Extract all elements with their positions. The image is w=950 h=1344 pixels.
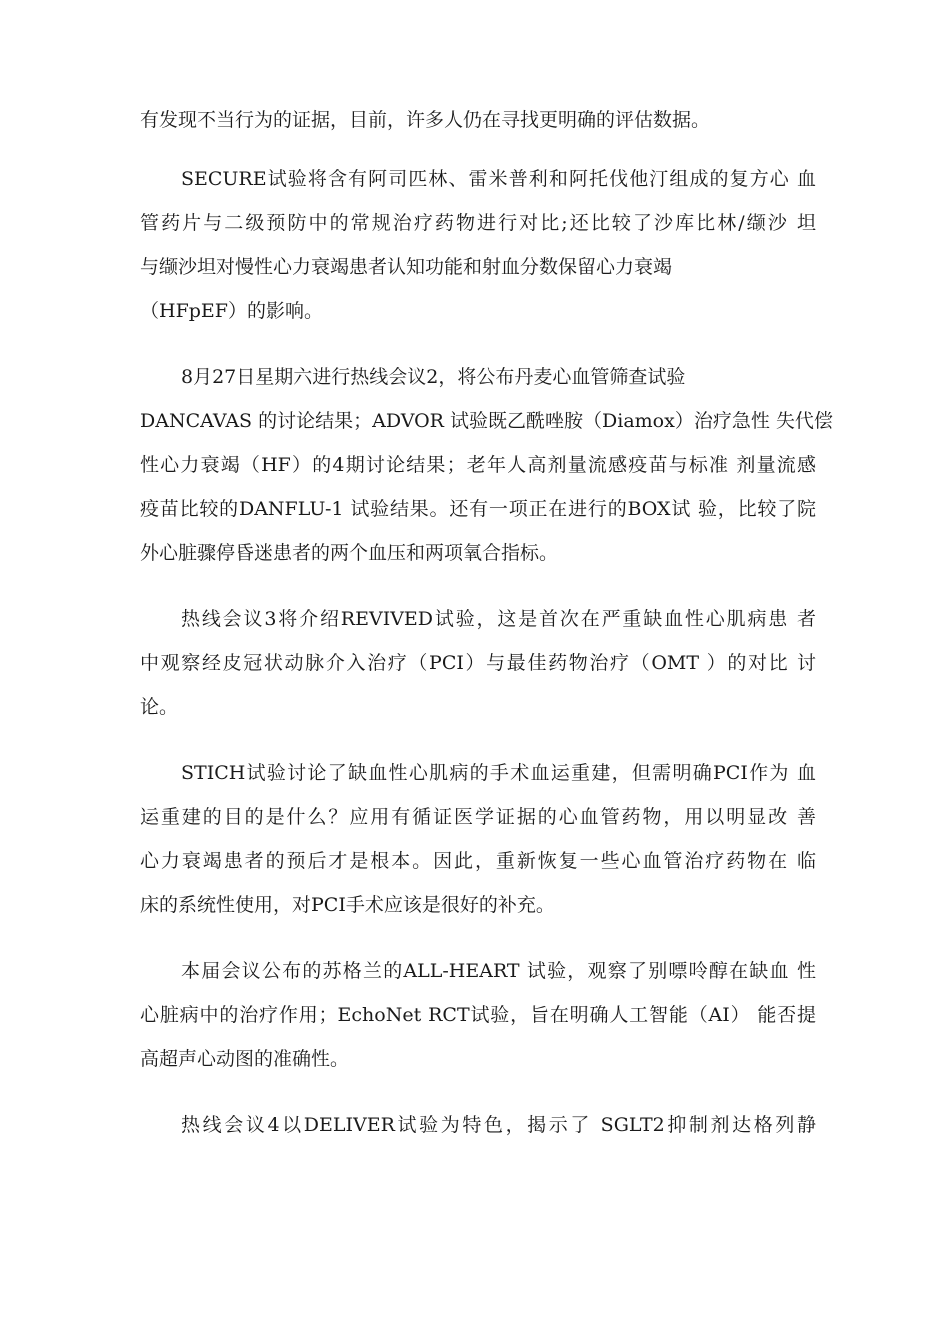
- paragraph-5-line-4: 床的系统性使用，对PCI手术应该是很好的补充。: [140, 894, 555, 916]
- paragraph-3-line-4: 疫苗比较的DANFLU-1 试验结果。还有一项正在进行的BOX试 验，比较了院: [140, 498, 816, 520]
- paragraph-2-line-2: 管药片与二级预防中的常规治疗药物进行对比;还比较了沙库比林/缬沙 坦: [140, 212, 816, 234]
- paragraph-3-line-1: 8月27日星期六进行热线会议2，将公布丹麦心血管筛查试验: [181, 366, 686, 388]
- paragraph-4-line-3: 论。: [140, 696, 179, 718]
- paragraph-6-line-1: 本届会议公布的苏格兰的ALL-HEART 试验，观察了别嘌呤醇在缺血 性: [181, 960, 816, 982]
- paragraph-4-line-2: 中观察经皮冠状动脉介入治疗（PCI）与最佳药物治疗（OMT ）的对比 讨: [140, 652, 816, 674]
- paragraph-2-line-3: 与缬沙坦对慢性心力衰竭患者认知功能和射血分数保留心力衰竭: [140, 256, 673, 278]
- paragraph-5-line-3: 心力衰竭患者的预后才是根本。因此，重新恢复一些心血管治疗药物在 临: [140, 850, 816, 872]
- paragraph-2-line-4: （HFpEF）的影响。: [140, 300, 323, 322]
- paragraph-5-line-1: STICH试验讨论了缺血性心肌病的手术血运重建，但需明确PCI作为 血: [181, 762, 816, 784]
- document-body: [140, 98, 833, 1147]
- paragraph-2-line-1: SECURE试验将含有阿司匹林、雷米普利和阿托伐他汀组成的复方心 血: [181, 168, 816, 190]
- paragraph-5-line-2: 运重建的目的是什么？应用有循证医学证据的心血管药物，用以明显改 善: [140, 806, 816, 828]
- paragraph-7-line-1: 热线会议4以DELIVER试验为特色，揭示了 SGLT2抑制剂达格列静: [181, 1114, 816, 1136]
- paragraph-1-line-1: 有发现不当行为的证据，目前，许多人仍在寻找更明确的评估数据。: [140, 109, 711, 131]
- paragraph-6-line-2: 心脏病中的治疗作用；EchoNet RCT试验，旨在明确人工智能（AI） 能否提: [140, 1004, 816, 1026]
- paragraph-6-line-3: 高超声心动图的准确性。: [140, 1048, 350, 1070]
- paragraph-4-line-1: 热线会议3将介绍REVIVED试验，这是首次在严重缺血性心肌病患 者: [181, 608, 816, 630]
- paragraph-3-line-2: DANCAVAS 的讨论结果；ADVOR 试验既乙酰唑胺（Diamox）治疗急性 失代偿: [140, 410, 833, 432]
- paragraph-3-line-3: 性心力衰竭（HF）的4期讨论结果；老年人高剂量流感疫苗与标准 剂量流感: [140, 454, 816, 476]
- paragraph-3-line-5: 外心脏骤停昏迷患者的两个血压和两项氧合指标。: [140, 542, 559, 564]
